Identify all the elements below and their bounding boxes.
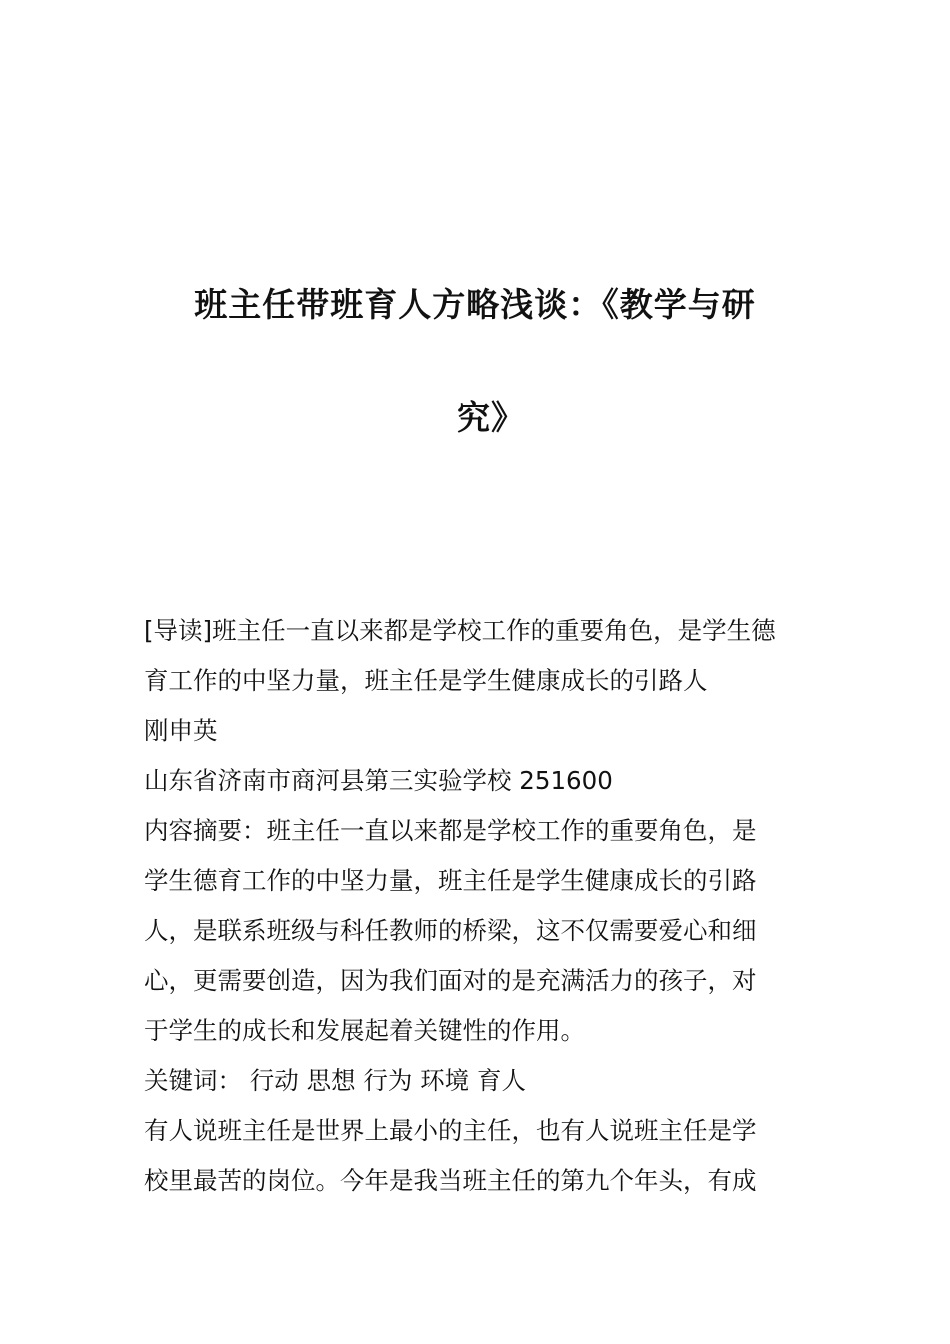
abstract-line-5: 于学生的成长和发展起着关键性的作用。 <box>144 1016 585 1045</box>
title-line-2: 究》 <box>457 398 525 437</box>
abstract-line-1: 内容摘要：班主任一直以来都是学校工作的重要角色，是 <box>144 816 757 845</box>
author-name: 刚申英 <box>144 716 218 745</box>
title-line-1: 班主任带班育人方略浅谈：《教学与研 <box>194 285 756 324</box>
abstract-line-2: 学生德育工作的中坚力量，班主任是学生健康成长的引路 <box>144 866 757 895</box>
article-title <box>130 285 820 438</box>
abstract-line-4: 心，更需要创造，因为我们面对的是充满活力的孩子，对 <box>144 966 757 995</box>
keywords-line: 关键词： 行动 思想 行为 环境 育人 <box>144 1066 526 1095</box>
paragraph-line-1: 有人说班主任是世界上最小的主任，也有人说班主任是学 <box>144 1116 757 1145</box>
intro-line-1: [导读]班主任一直以来都是学校工作的重要角色，是学生德 <box>144 616 776 645</box>
paragraph-line-2: 校里最苦的岗位。今年是我当班主任的第九个年头，有成 <box>144 1166 757 1195</box>
intro-line-2: 育工作的中坚力量，班主任是学生健康成长的引路人 <box>144 666 708 695</box>
abstract-line-3: 人，是联系班级与科任教师的桥梁，这不仅需要爱心和细 <box>144 916 757 945</box>
author-affiliation: 山东省济南市商河县第三实验学校 251600 <box>144 766 613 795</box>
article-body <box>144 606 824 1206</box>
